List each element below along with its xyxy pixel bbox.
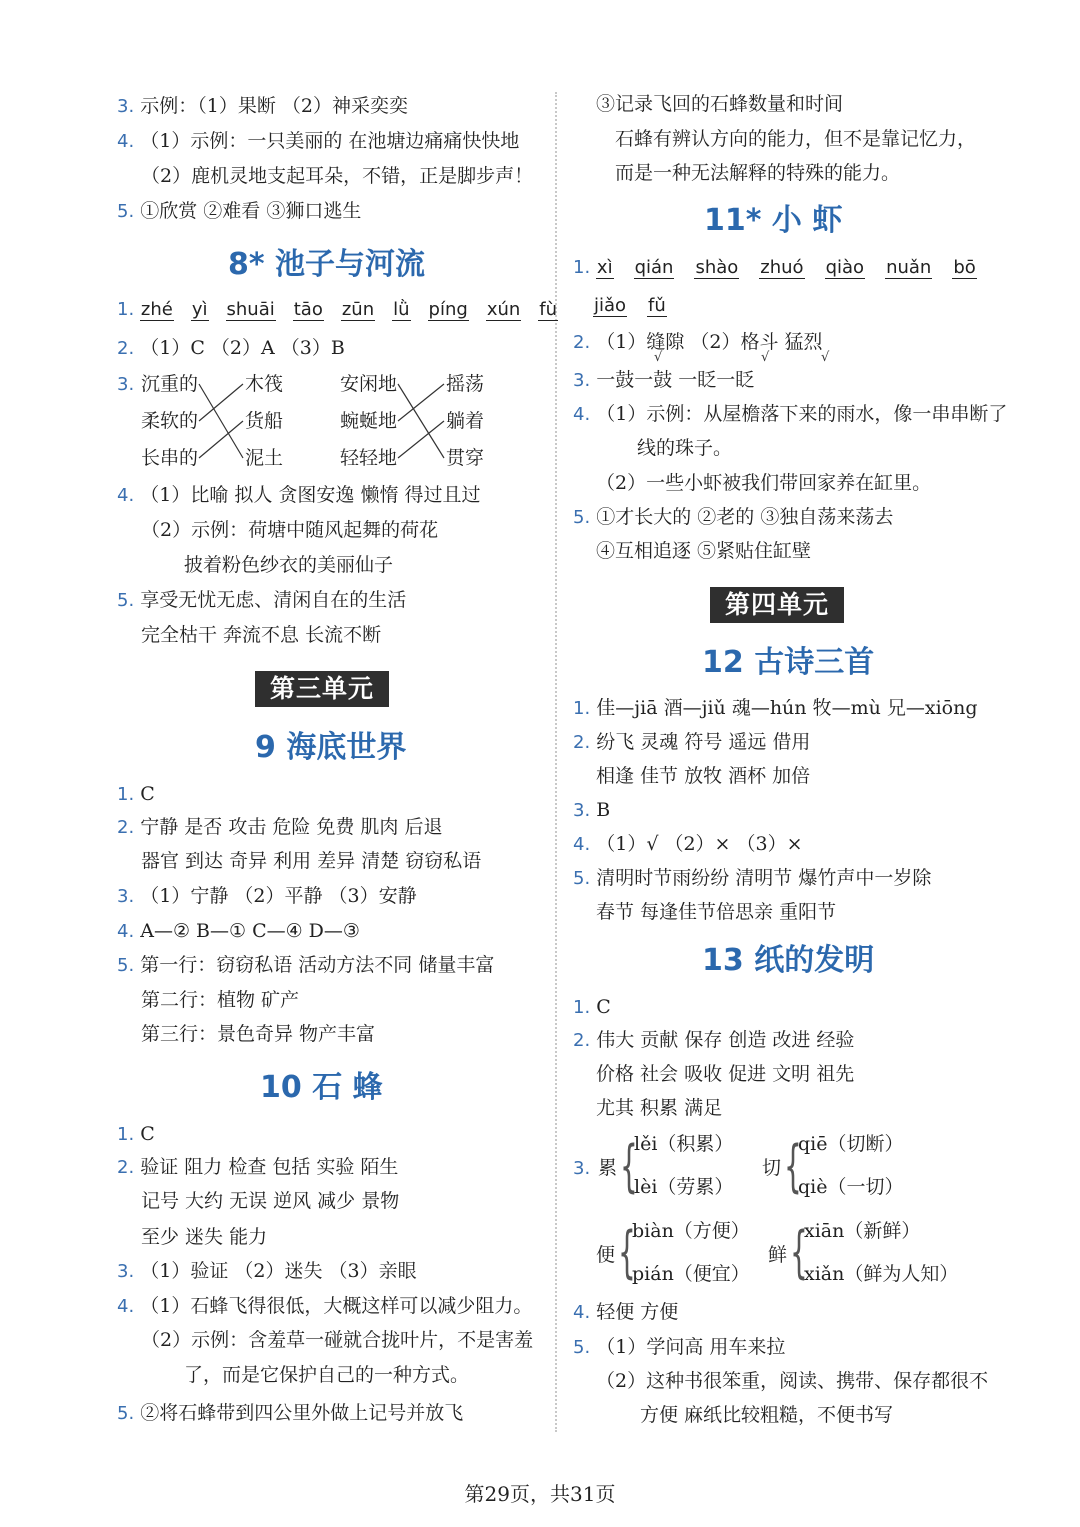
answer-line: （2）鹿机灵地支起耳朵，不错，正是脚步声！ bbox=[141, 165, 534, 187]
match-right-item: 摇荡 bbox=[446, 373, 485, 395]
answer-line: 4. （1）比喻 拟人 贪图安逸 懒惰 得过且过 bbox=[117, 484, 481, 506]
pinyin-word: zhuó bbox=[760, 257, 804, 278]
pinyin-word: shuāi bbox=[226, 299, 275, 320]
match-right-item: 货船 bbox=[245, 410, 284, 432]
match-left-item: 安闲地 bbox=[340, 373, 398, 395]
lesson-heading-10: 10 石 蜂 bbox=[260, 1070, 383, 1105]
match-right-item: 贯穿 bbox=[446, 447, 485, 469]
answer-line: 2. 验证 阻力 检查 包括 实验 陌生 bbox=[117, 1156, 399, 1178]
answer-line: 4. 轻便 方便 bbox=[573, 1301, 679, 1323]
answer-line: 至少 迷失 能力 bbox=[141, 1226, 268, 1248]
answer-line: 器官 到达 奇异 利用 差异 清楚 窃窃私语 bbox=[141, 850, 482, 872]
column-divider bbox=[555, 92, 557, 1432]
pinyin-word: xún bbox=[486, 299, 521, 320]
pinyin-word: fù bbox=[539, 299, 558, 320]
answer-line: 4. A—② B—① C—④ D—③ bbox=[117, 920, 360, 942]
answer-line: 石蜂有辨认方向的能力，但不是靠记忆力， bbox=[615, 128, 977, 150]
answer-line: 完全枯干 奔流不息 长流不断 bbox=[141, 624, 382, 646]
polyphonic-reading: lèi（劳累） bbox=[634, 1176, 734, 1198]
pinyin-word: tāo bbox=[293, 299, 323, 320]
answer-line: 5. ①才长大的 ②老的 ③独自荡来荡去 bbox=[573, 506, 894, 528]
brace-mark: { bbox=[618, 1220, 636, 1285]
answer-line: 了，而是它保护自己的一种方式。 bbox=[184, 1364, 470, 1386]
answer-line: 4. （1）示例：一只美丽的 在池塘边痛痛快快地 bbox=[117, 130, 520, 152]
answer-number: 3. bbox=[573, 1158, 591, 1179]
answer-line: 1. C bbox=[573, 996, 611, 1018]
tick-mark: √ bbox=[654, 350, 663, 365]
match-left-item: 蜿蜒地 bbox=[340, 410, 398, 432]
lesson-heading-8: 8* 池子与河流 bbox=[228, 247, 426, 282]
answer-line: 2. （1）缝隙 （2）格斗 猛烈 bbox=[573, 331, 823, 353]
answer-line: 4. （1）示例：从屋檐落下来的雨水，像一串串断了 bbox=[573, 403, 1008, 425]
answer-line: 春节 每逢佳节倍思亲 重阳节 bbox=[596, 901, 837, 923]
pinyin-word: nuǎn bbox=[886, 257, 932, 278]
polyphonic-char: 切 bbox=[762, 1157, 782, 1179]
answer-line: 而是一种无法解释的特殊的能力。 bbox=[615, 162, 901, 184]
match-right-item: 木筏 bbox=[245, 373, 284, 395]
matching-lines bbox=[340, 372, 450, 472]
lesson-heading-9: 9 海底世界 bbox=[255, 730, 407, 765]
match-right-item: 躺着 bbox=[446, 410, 485, 432]
unit-banner-3: 第三单元 bbox=[255, 671, 389, 707]
answer-line: 1. 佳—jiā 酒—jiǔ 魂—hún 牧—mù 兄—xiōng bbox=[573, 697, 978, 719]
answer-line: 1. C bbox=[117, 783, 155, 805]
polyphonic-char: 便 bbox=[596, 1244, 616, 1266]
matching-group-2 bbox=[340, 372, 530, 472]
pinyin-answer-line: 1. xì qián shào zhuó qiào nuǎn bō bbox=[573, 257, 976, 278]
answer-line: 3. （1）验证 （2）迷失 （3）亲眼 bbox=[117, 1260, 417, 1282]
answer-line: （2）一些小虾被我们带回家养在缸里。 bbox=[596, 472, 932, 494]
pinyin-word: fǔ bbox=[648, 295, 666, 316]
answer-line: （2）这种书很笨重，阅读、携带、保存都很不 bbox=[596, 1370, 989, 1392]
pinyin-word: jiǎo bbox=[594, 295, 627, 316]
polyphonic-char: 累 bbox=[598, 1157, 618, 1179]
match-left-item: 轻轻地 bbox=[340, 447, 398, 469]
brace-mark: { bbox=[784, 1134, 802, 1199]
answer-line: 4. （1）√ （2）× （3）× bbox=[573, 833, 803, 855]
answer-line: 3. 示例：（1）果断 （2）神采奕奕 bbox=[117, 95, 408, 117]
answer-line: 价格 社会 吸收 促进 文明 祖先 bbox=[596, 1063, 855, 1085]
matching-group-1 bbox=[141, 372, 331, 472]
answer-line: 5. 享受无忧无虑、清闲自在的生活 bbox=[117, 589, 407, 611]
answer-number: 3. bbox=[117, 374, 135, 395]
lesson-heading-12: 12 古诗三首 bbox=[702, 645, 875, 680]
pinyin-word: xì bbox=[596, 257, 613, 278]
answer-line: 5. 第一行：窃窃私语 活动方法不同 储量丰富 bbox=[117, 954, 495, 976]
answer-line: ④互相追逐 ⑤紧贴住缸壁 bbox=[596, 540, 812, 562]
tick-mark: √ bbox=[761, 350, 770, 365]
answer-line: 线的珠子。 bbox=[637, 437, 733, 459]
answer-line: 尤其 积累 满足 bbox=[596, 1097, 723, 1119]
match-left-item: 沉重的 bbox=[141, 373, 199, 395]
pinyin-word: shào bbox=[695, 257, 739, 278]
polyphonic-char: 鲜 bbox=[768, 1244, 788, 1266]
answer-line: （2）示例：含羞草一碰就合拢叶片，不是害羞 bbox=[141, 1329, 534, 1351]
page-footer: 第29页，共31页 bbox=[464, 1482, 616, 1506]
polyphonic-reading: qiè（一切） bbox=[798, 1176, 904, 1198]
answer-line: 2. 宁静 是否 攻击 危险 免费 肌肉 后退 bbox=[117, 816, 443, 838]
answer-line: 3. 一鼓一鼓 一眨一眨 bbox=[573, 369, 755, 391]
pinyin-word: qián bbox=[634, 257, 674, 278]
answer-line: 相逢 佳节 放牧 酒杯 加倍 bbox=[596, 765, 811, 787]
matching-lines bbox=[141, 372, 251, 472]
polyphonic-reading: pián（便宜） bbox=[632, 1263, 750, 1285]
polyphonic-reading: xiān（新鲜） bbox=[804, 1220, 921, 1242]
answer-line: 2. （1）C （2）A （3）B bbox=[117, 337, 345, 359]
answer-line: 3. B bbox=[573, 799, 611, 821]
answer-line: 披着粉色纱衣的美丽仙子 bbox=[184, 554, 394, 576]
answer-line: 2. 伟大 贡献 保存 创造 改进 经验 bbox=[573, 1029, 855, 1051]
brace-mark: { bbox=[620, 1134, 638, 1199]
lesson-heading-11: 11* 小 虾 bbox=[704, 203, 843, 238]
polyphonic-reading: biàn（方便） bbox=[632, 1220, 750, 1242]
lesson-heading-13: 13 纸的发明 bbox=[702, 943, 875, 978]
answer-line: 第二行：植物 矿产 bbox=[141, 989, 300, 1011]
pinyin-word: yì bbox=[191, 299, 208, 320]
polyphonic-reading: xiǎn（鲜为人知） bbox=[804, 1263, 959, 1285]
pinyin-word: qiào bbox=[825, 257, 865, 278]
answer-line: 4. （1）石蜂飞得很低，大概这样可以减少阻力。 bbox=[117, 1295, 533, 1317]
answer-line: 记号 大约 无误 逆风 减少 景物 bbox=[141, 1190, 400, 1212]
pinyin-answer-line: 1. zhé yì shuāi tāo zūn lǜ píng xún fù bbox=[117, 299, 558, 320]
answer-line: 1. C bbox=[117, 1123, 155, 1145]
pinyin-word: lǜ bbox=[393, 299, 410, 320]
unit-banner-4: 第四单元 bbox=[710, 587, 844, 623]
answer-line: 5. 清明时节雨纷纷 清明节 爆竹声中一岁除 bbox=[573, 867, 932, 889]
match-left-item: 长串的 bbox=[141, 447, 199, 469]
answer-line: （2）示例：荷塘中随风起舞的荷花 bbox=[141, 519, 439, 541]
pinyin-answer-line bbox=[593, 294, 687, 318]
answer-line: 5. ②将石蜂带到四公里外做上记号并放飞 bbox=[117, 1402, 464, 1424]
answer-line: 方便 麻纸比较粗糙，不便书写 bbox=[640, 1404, 894, 1426]
match-right-item: 泥土 bbox=[245, 447, 284, 469]
pinyin-word: zūn bbox=[341, 299, 375, 320]
match-left-item: 柔软的 bbox=[141, 410, 199, 432]
tick-mark: √ bbox=[821, 350, 830, 365]
answer-line: 3. （1）宁静 （2）平静 （3）安静 bbox=[117, 885, 417, 907]
answer-line: 5. ①欣赏 ②难看 ③狮口逃生 bbox=[117, 200, 362, 222]
pinyin-word: píng bbox=[428, 299, 468, 320]
polyphonic-reading: lěi（积累） bbox=[634, 1133, 734, 1155]
polyphonic-reading: qiē（切断） bbox=[798, 1133, 904, 1155]
brace-mark: { bbox=[790, 1220, 808, 1285]
pinyin-word: bō bbox=[953, 257, 976, 278]
answer-line: 5. （1）学问高 用车来拉 bbox=[573, 1336, 786, 1358]
answer-line: ③记录飞回的石蜂数量和时间 bbox=[596, 93, 844, 115]
pinyin-word: zhé bbox=[140, 299, 173, 320]
answer-line: 2. 纷飞 灵魂 符号 遥远 借用 bbox=[573, 731, 811, 753]
answer-line: 第三行：景色奇异 物产丰富 bbox=[141, 1023, 376, 1045]
